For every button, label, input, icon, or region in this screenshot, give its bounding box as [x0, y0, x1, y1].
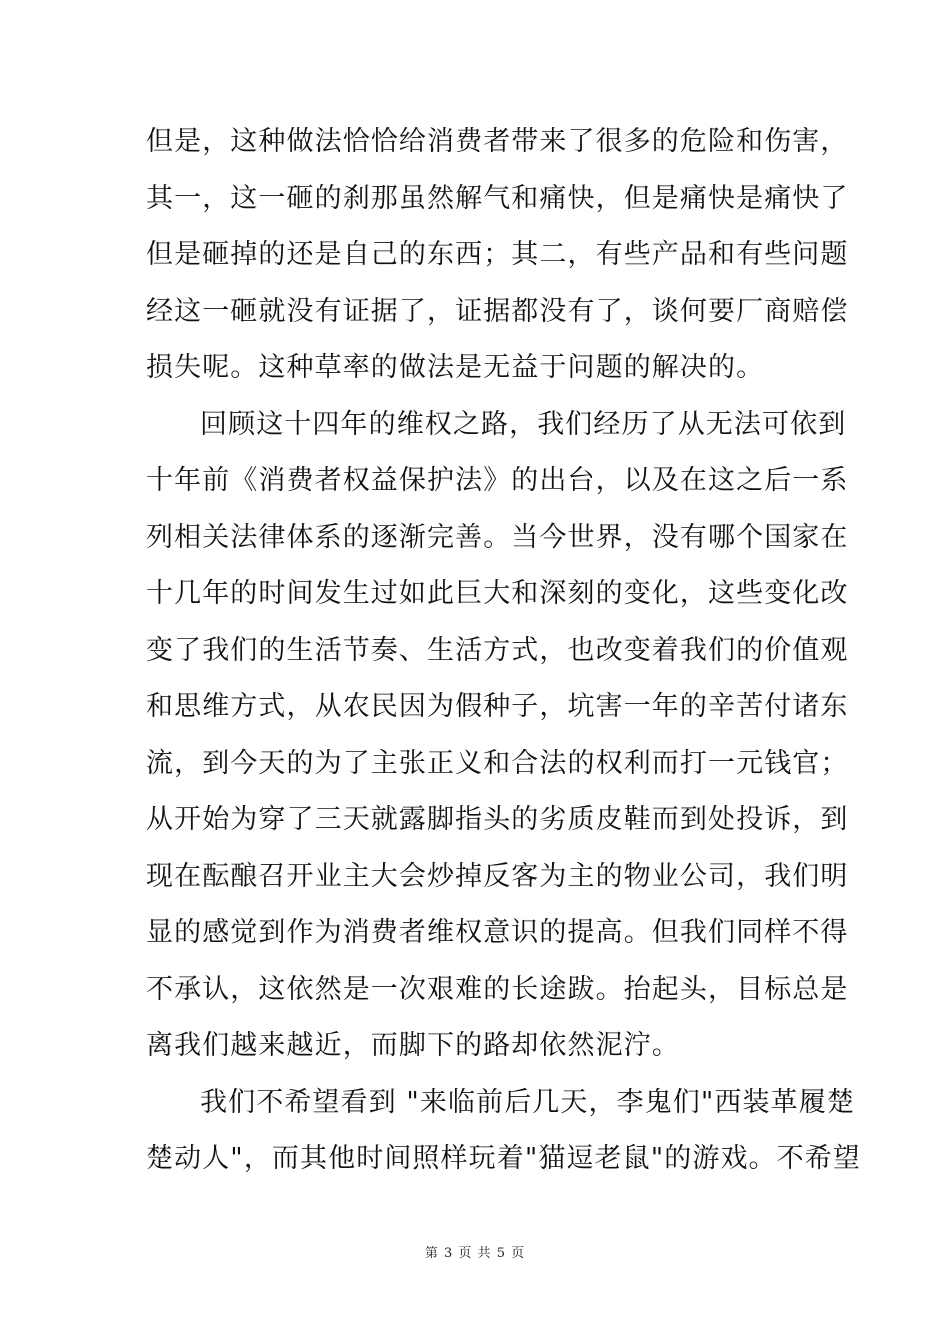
text-line: 十几年的时间发生过如此巨大和深刻的变化，这些变化改 — [146, 578, 849, 609]
text-line: 十年前《消费者权益保护法》的出台，以及在这之后一系 — [146, 465, 849, 496]
text-line: 经这一砸就没有证据了，证据都没有了，谈何要厂商赔偿 — [146, 295, 849, 327]
text-line: 流，到今天的为了主张正义和合法的权利而打一元钱官； — [146, 747, 849, 779]
text-line: 损失呢。这种草率的做法是无益于问题的解决的。 — [146, 352, 765, 383]
text-line: 楚动人"，而其他时间照样玩着"猫逗老鼠"的游戏。不希望 — [146, 1143, 861, 1174]
page-number-footer: 第 3 页 共 5 页 — [424, 1246, 526, 1261]
body-text — [146, 114, 861, 1188]
text-line: 其一，这一砸的刹那虽然解气和痛快，但是痛快是痛快了 — [146, 182, 849, 214]
text-line: 列相关法律体系的逐渐完善。当今世界，没有哪个国家在 — [146, 521, 849, 553]
paragraph-start-line: 我们不希望看到 "来临前后几天，李鬼们"西装革履楚 — [200, 1086, 855, 1118]
text-line: 但是砸掉的还是自己的东西；其二，有些产品和有些问题 — [146, 239, 849, 270]
text-line: 现在酝酿召开业主大会炒掉反客为主的物业公司，我们明 — [146, 860, 849, 892]
paragraph-start-line: 回顾这十四年的维权之路，我们经历了从无法可依到 — [200, 408, 847, 440]
text-line: 和思维方式，从农民因为假种子，坑害一年的辛苦付诸东 — [146, 691, 849, 722]
text-line: 从开始为穿了三天就露脚指头的劣质皮鞋而到处投诉，到 — [146, 804, 849, 835]
text-line: 显的感觉到作为消费者维权意识的提高。但我们同样不得 — [146, 917, 849, 948]
text-line: 但是，这种做法恰恰给消费者带来了很多的危险和伤害， — [146, 126, 849, 157]
text-line: 离我们越来越近，而脚下的路却依然泥泞。 — [146, 1030, 680, 1061]
text-line: 不承认，这依然是一次艰难的长途跋。抬起头，目标总是 — [146, 973, 849, 1005]
text-line: 变了我们的生活节奏、生活方式，也改变着我们的价值观 — [146, 634, 849, 666]
